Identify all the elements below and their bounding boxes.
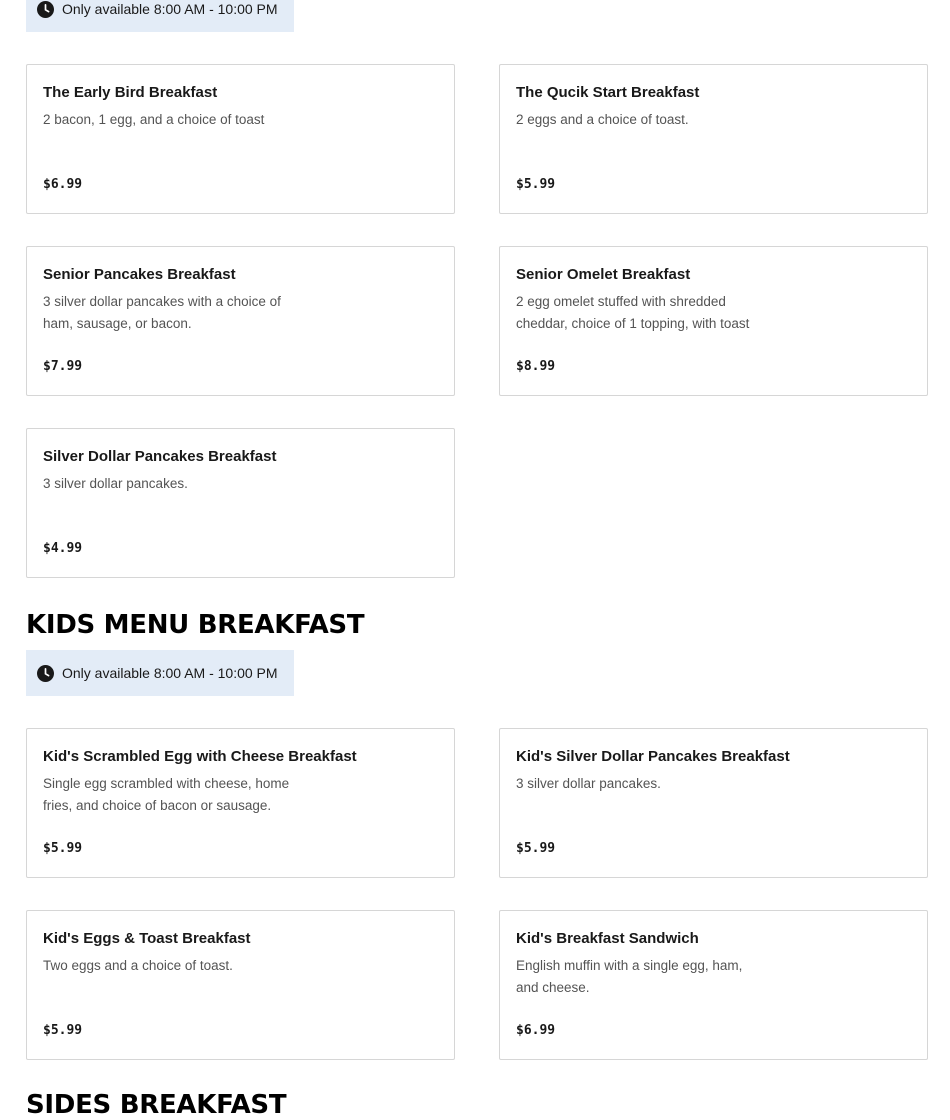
item-name: Silver Dollar Pancakes Breakfast [43, 448, 277, 465]
item-description: 2 bacon, 1 egg, and a choice of toast [43, 112, 265, 127]
clock-icon [37, 665, 54, 682]
item-price: $5.99 [43, 841, 83, 856]
item-price: $6.99 [43, 177, 83, 192]
availability-text: Only available 8:00 AM - 10:00 PM [62, 1, 278, 17]
item-name: Kid's Scrambled Egg with Cheese Breakfast [43, 748, 357, 765]
menu-item-card[interactable] [26, 728, 455, 878]
item-description: 2 eggs and a choice of toast. [516, 112, 689, 127]
item-name: Kid's Breakfast Sandwich [516, 930, 699, 947]
item-description: 2 egg omelet stuffed with shredded cheddar, choice of 1 topping, with toast [516, 294, 750, 331]
section-title: SIDES BREAKFAST [26, 1090, 287, 1120]
item-price: $5.99 [516, 841, 556, 856]
menu-item-card[interactable] [499, 910, 928, 1060]
item-price: $7.99 [43, 359, 83, 374]
menu-item-card[interactable] [26, 246, 455, 396]
item-description: Two eggs and a choice of toast. [43, 958, 233, 973]
availability-badge [26, 650, 294, 696]
item-description: Single egg scrambled with cheese, home fries, and choice of bacon or sausage. [43, 776, 290, 813]
item-name: The Qucik Start Breakfast [516, 84, 700, 101]
item-name: Senior Pancakes Breakfast [43, 266, 236, 283]
availability-badge [26, 0, 294, 32]
item-description: 3 silver dollar pancakes. [43, 476, 188, 491]
item-price: $8.99 [516, 359, 556, 374]
item-price: $6.99 [516, 1023, 556, 1038]
clock-icon [37, 1, 54, 18]
item-price: $5.99 [516, 177, 556, 192]
menu-item-card[interactable] [499, 246, 928, 396]
item-price: $4.99 [43, 541, 83, 556]
menu-item-card[interactable] [26, 428, 455, 578]
item-name: The Early Bird Breakfast [43, 84, 218, 101]
item-description: 3 silver dollar pancakes. [516, 776, 661, 791]
item-name: Kid's Silver Dollar Pancakes Breakfast [516, 748, 790, 765]
menu-item-card[interactable] [499, 64, 928, 214]
menu-item-card[interactable] [26, 64, 455, 214]
item-price: $5.99 [43, 1023, 83, 1038]
availability-text: Only available 8:00 AM - 10:00 PM [62, 665, 278, 681]
item-description: 3 silver dollar pancakes with a choice of ham, sausage, or bacon. [43, 294, 281, 331]
item-name: Senior Omelet Breakfast [516, 266, 691, 283]
item-name: Kid's Eggs & Toast Breakfast [43, 930, 251, 947]
menu-item-card[interactable] [26, 910, 455, 1060]
section-title: KIDS MENU BREAKFAST [26, 610, 365, 640]
item-description: English muffin with a single egg, ham, and cheese. [516, 958, 743, 995]
menu-item-card[interactable] [499, 728, 928, 878]
